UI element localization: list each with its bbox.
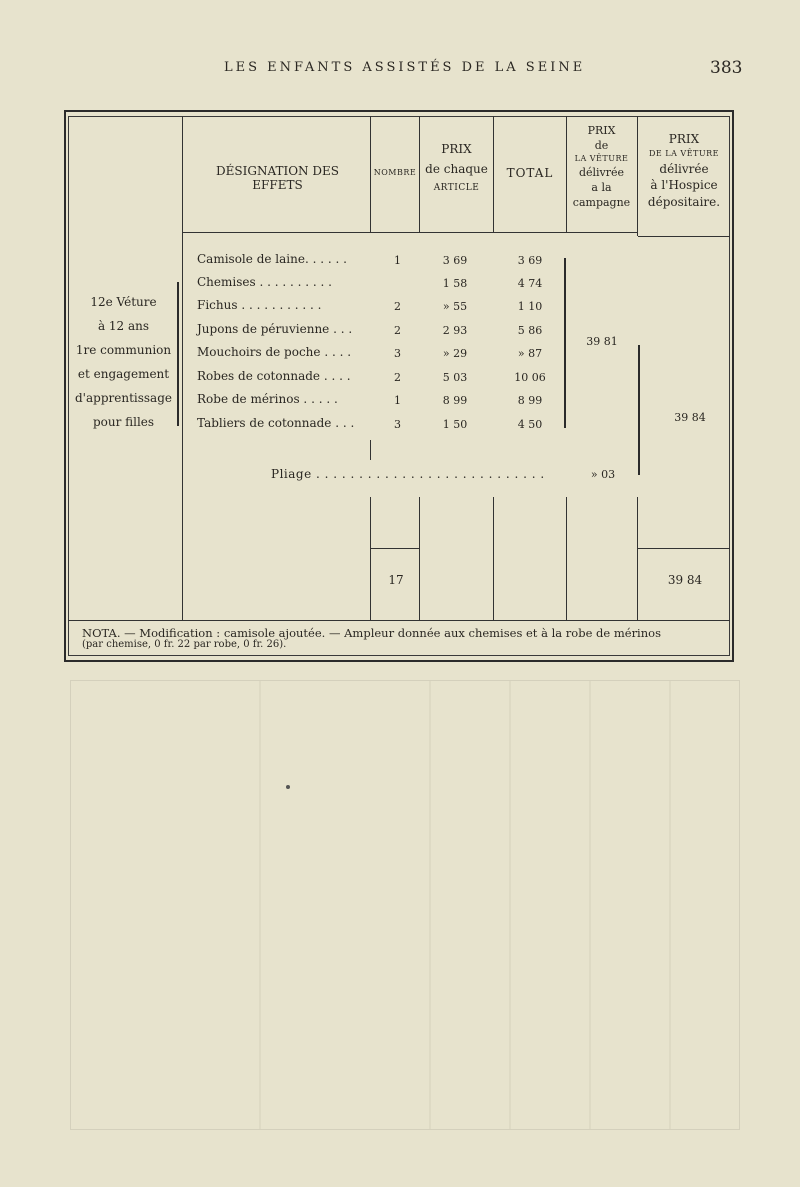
header-campagne-line6: campagne: [572, 196, 631, 210]
item-nombre: 2: [394, 300, 401, 313]
hospice-total: 39 84: [667, 573, 703, 587]
header-nombre: NOMBRE: [373, 168, 417, 177]
item-name: Mouchoirs de poche . . . .: [197, 345, 352, 359]
col-divider-designation-bot: [370, 497, 371, 620]
hospice-subtotal: 39 84: [674, 411, 706, 424]
item-prix: 3 69: [442, 254, 468, 267]
col-divider-prix-bot: [493, 497, 494, 620]
item-name: Tabliers de cotonnade . . .: [197, 416, 355, 430]
group-label-line: 1re communion: [75, 343, 172, 357]
item-prix: 1 58: [442, 277, 468, 290]
item-total: » 87: [517, 347, 543, 360]
header-hospice-line3: délivrée: [659, 161, 709, 176]
header-hospice-line4: à l'Hospice: [650, 178, 718, 193]
header-hospice-line5: dépositaire.: [647, 194, 721, 209]
nota-line1: NOTA. — Modification : camisole ajoutée. — Ampleur donnée aux chemises et à la robe de mérinos: [82, 626, 661, 640]
item-name: Jupons de péruvienne . . .: [197, 322, 353, 336]
bleed-through-grid: [70, 680, 740, 1130]
nota-rule: [68, 620, 730, 621]
item-nombre: 3: [394, 418, 401, 431]
col-divider-campagne-bot: [637, 497, 638, 620]
item-total: 4 50: [517, 418, 543, 431]
header-prix-line2: de chaque: [425, 162, 488, 177]
group-label-line: d'apprentissage: [75, 391, 172, 405]
item-nombre: 2: [394, 324, 401, 337]
group-label-line: pour filles: [92, 415, 155, 429]
nota-line2: (par chemise, 0 fr. 22 par robe, 0 fr. 26).: [82, 639, 287, 650]
group-label-line: et engagement: [77, 367, 170, 381]
group-label: [66, 290, 181, 434]
item-name: Fichus . . . . . . . . . . .: [197, 298, 322, 312]
col-divider-designation-mid: [370, 440, 371, 460]
header-rule-hospice: [638, 236, 730, 237]
item-nombre: 1: [394, 394, 401, 407]
header-hospice-line1: PRIX: [668, 132, 700, 146]
item-prix: 2 93: [442, 324, 468, 337]
running-title: LES ENFANTS ASSISTÉS DE LA SEINE: [224, 60, 586, 75]
header-rule: [182, 232, 638, 233]
item-total: 10 06: [514, 371, 546, 384]
nombre-total-rule: [370, 548, 420, 549]
nombre-total: 17: [388, 573, 404, 587]
item-name: Chemises . . . . . . . . . .: [197, 275, 332, 289]
group-label-line: 12e Véture: [90, 295, 157, 309]
item-prix: » 55: [442, 300, 468, 313]
nota: [82, 627, 722, 651]
header-prix: [420, 142, 493, 194]
page-number: 383: [710, 58, 743, 78]
item-name: Robes de cotonnade . . . .: [197, 369, 351, 383]
item-total: 1 10: [517, 300, 543, 313]
item-total: 8 99: [517, 394, 543, 407]
left-brace: [177, 282, 179, 426]
item-prix: 1 50: [442, 418, 468, 431]
campagne-subtotal: 39 81: [586, 335, 618, 348]
hospice-brace: [638, 345, 640, 475]
item-name: Robe de mérinos . . . . .: [197, 392, 338, 406]
item-total: 5 86: [517, 324, 543, 337]
header-campagne-line3: LA VÊTURE: [574, 154, 629, 164]
col-divider-total-bot: [566, 497, 567, 620]
item-name: Camisole de laine. . . . . .: [197, 252, 347, 266]
item-total: 4 74: [517, 277, 543, 290]
header-campagne-line4: délivrée: [578, 165, 625, 179]
ink-speck: [286, 785, 290, 789]
header-campagne: [566, 124, 637, 210]
item-prix: 8 99: [442, 394, 468, 407]
header-hospice: [638, 132, 730, 209]
item-prix: 5 03: [442, 371, 468, 384]
pliage-value: » 03: [590, 468, 616, 481]
header-hospice-line2: DE LA VÊTURE: [649, 149, 719, 159]
col-divider-label: [182, 116, 183, 620]
header-prix-line3: ARTICLE: [433, 182, 480, 193]
campagne-brace: [564, 258, 566, 428]
group-label-line: à 12 ans: [97, 319, 150, 333]
item-nombre: 3: [394, 347, 401, 360]
item-total: 3 69: [517, 254, 543, 267]
hospice-total-rule: [638, 548, 730, 549]
item-nombre: 1: [394, 254, 401, 267]
col-divider-nombre-bot: [419, 497, 420, 620]
header-prix-line1: PRIX: [441, 142, 472, 156]
header-campagne-line5: a la: [591, 181, 612, 195]
header-total: TOTAL: [506, 166, 554, 180]
item-prix: » 29: [442, 347, 468, 360]
header-campagne-line2: de: [594, 139, 609, 153]
header-designation: DÉSIGNATION DES EFFETS: [216, 164, 339, 193]
item-nombre: 2: [394, 371, 401, 384]
header-campagne-line1: PRIX: [587, 124, 616, 137]
pliage-label: Pliage . . . . . . . . . . . . . . . . . . . . . . . . . . .: [271, 467, 545, 481]
